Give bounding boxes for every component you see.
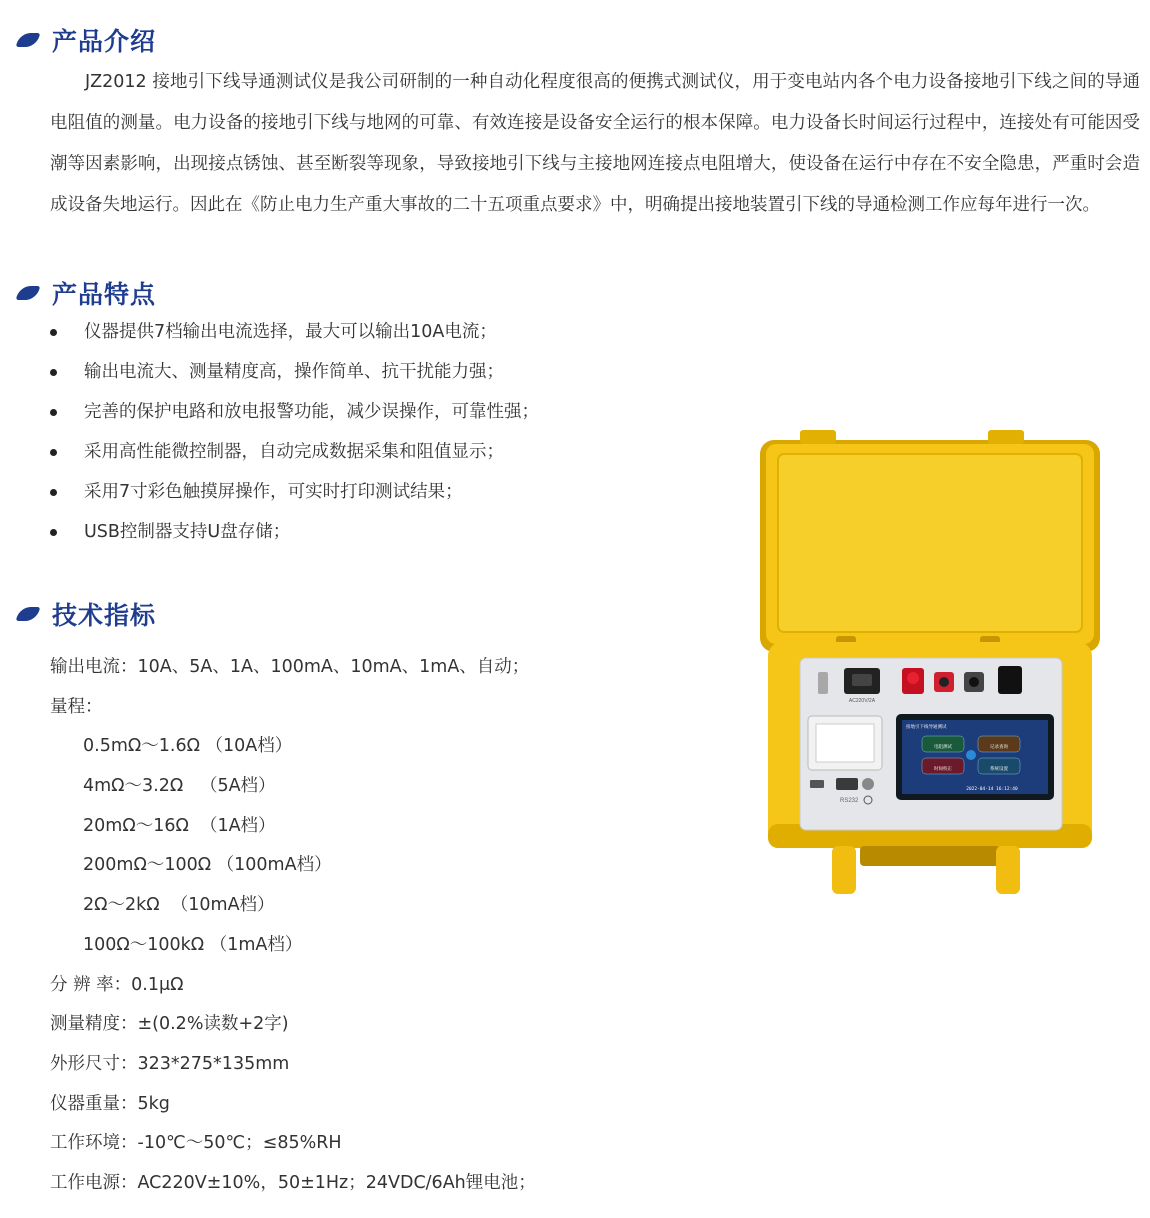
- section-title: 产品介绍: [52, 27, 157, 56]
- spec-range-item: 200mΩ～100Ω （100mA档）: [83, 855, 332, 876]
- section-marker-icon: [15, 33, 40, 47]
- rs232-label: RS232: [840, 798, 859, 804]
- screen-button-label: 电阻测试: [934, 745, 952, 750]
- spec-weight: 仪器重量：5kg: [50, 1093, 170, 1114]
- section-marker-icon: [15, 286, 40, 300]
- section-intro-heading: [18, 22, 156, 58]
- spec-range-item: 20mΩ～16Ω （1A档）: [83, 815, 276, 836]
- intro-paragraph: JZ2012 接地引下线导通测试仪是我公司研制的一种自动化程度很高的便携式测试仪，用于变电站内各个电力设备接地引下线之间的导通电阻值的测量。电力设备的接地引下线与地网的可靠、有效连接是设备安全运行的根本保障。电力设备长时间运行过程中，连接处有可能因受潮等因素影响，出现接点锈蚀、甚至断裂等现象，导致接地引下线与主接地网连接点电阻增大，使设备在运行中存在不安全隐患，严重时会造成设备失地运行。因此在《防止电力生产重大事故的二十五项重点要求》中，明确提出接地装置引下线的导通检测工作应每年进行一次。: [50, 72, 1140, 215]
- list-item: 采用高性能微控制器，自动完成数据采集和阻值显示；: [50, 432, 539, 472]
- screen-header: 接地引下线导通测试: [906, 725, 947, 730]
- spec-accuracy: 测量精度：±(0.2%读数+2字): [50, 1014, 289, 1035]
- list-item: 采用7寸彩色触摸屏操作，可实时打印测试结果；: [50, 472, 539, 512]
- screen-button-label: 系统设置: [990, 767, 1008, 772]
- power-socket-label: AC220V/2A: [848, 698, 876, 704]
- spec-dimensions: 外形尺寸：323*275*135mm: [50, 1053, 290, 1074]
- bullet-icon: [50, 329, 57, 336]
- spec-range-item: 0.5mΩ～1.6Ω （10A档）: [83, 736, 293, 757]
- list-item: 完善的保护电路和放电报警功能，减少误操作，可靠性强；: [50, 392, 539, 432]
- spec-environment: 工作环境：-10℃～50℃；≤85%RH: [50, 1133, 342, 1154]
- section-title: 产品特点: [52, 280, 157, 309]
- spec-range-item: 100Ω～100kΩ （1mA档）: [83, 934, 303, 955]
- bullet-icon: [50, 489, 57, 496]
- spec-range-item: 2Ω～2kΩ （10mA档）: [83, 895, 275, 916]
- feature-list: [50, 312, 539, 552]
- list-item: USB控制器支持U盘存储；: [50, 512, 539, 552]
- spec-resolution: 分 辨 率：0.1μΩ: [50, 974, 184, 995]
- spec-output-current: 输出电流：10A、5A、1A、100mA、10mA、1mA、自动；: [50, 657, 530, 677]
- section-specs-heading: [18, 596, 156, 632]
- case-lid: [760, 430, 1100, 652]
- screen-button-label: 记录查询: [990, 745, 1008, 750]
- product-photo: [752, 428, 1104, 898]
- bullet-icon: [50, 369, 57, 376]
- screen-button-label: 时间校正: [934, 767, 952, 772]
- section-title: 技术指标: [52, 601, 157, 630]
- section-features-heading: [18, 275, 156, 311]
- spec-list: [50, 648, 536, 1204]
- section-marker-icon: [15, 607, 40, 621]
- list-item: 仪器提供7档输出电流选择，最大可以输出10A电流；: [50, 312, 539, 352]
- screen-timestamp: 2022-04-14 16:12:40: [966, 787, 1018, 792]
- spec-range-item: 4mΩ～3.2Ω （5A档）: [83, 776, 276, 797]
- touch-screen: [896, 714, 1054, 800]
- bullet-icon: [50, 449, 57, 456]
- spec-power: 工作电源：AC220V±10%，50±1Hz；24VDC/6Ah锂电池；: [50, 1172, 536, 1193]
- spec-range-label: 量程：: [50, 696, 103, 717]
- list-item: 输出电流大、测量精度高，操作简单、抗干扰能力强；: [50, 352, 539, 392]
- bullet-icon: [50, 409, 57, 416]
- bullet-icon: [50, 529, 57, 536]
